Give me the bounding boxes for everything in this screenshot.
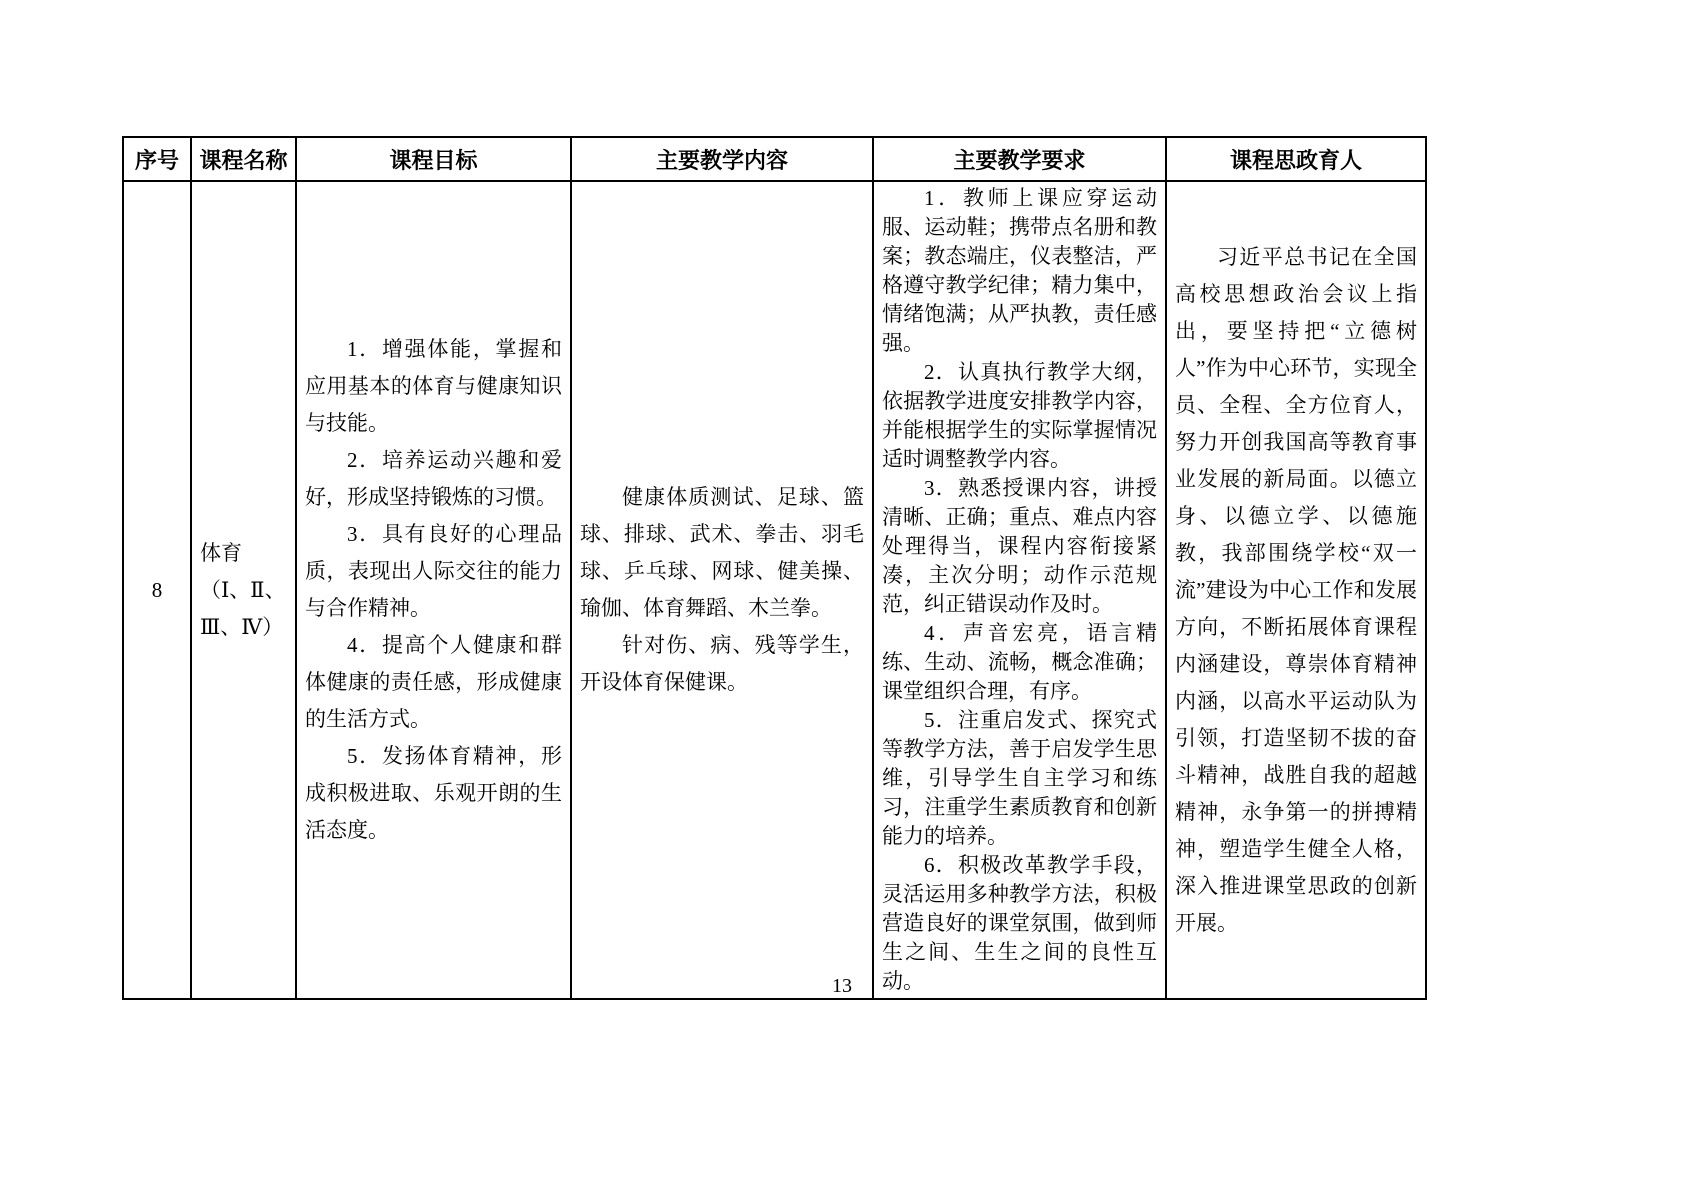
requirement-item: 3．熟悉授课内容，讲授清晰、正确；重点、难点内容处理得当，课程内容衔接紧凑，主次分明；动作示范规范，纠正错误动作及时。	[882, 476, 1157, 616]
objective-item: 3．具有良好的心理品质，表现出人际交往的能力与合作精神。	[305, 522, 562, 620]
ideology-paragraph: 习近平总书记在全国高校思想政治会议上指出，要坚持把“立德树人”作为中心环节，实现全员、全程、全方位育人，努力开创我国高等教育事业发展的新局面。以德立身、以德立学、以德施教，我部围绕学校“双一流”建设为中心工作和发展方向，不断拓展体育课程内涵建设，尊崇体育精神内涵，以高水平运动队为引领，打造坚韧不拔的奋斗精神，战胜自我的超越精神，永争第一的拼搏精神，塑造学生健全人格，深入推进课堂思政的创新开展。	[1175, 244, 1417, 935]
content-paragraph: 健康体质测试、足球、篮球、排球、武术、拳击、羽毛球、乒乓球、网球、健美操、瑜伽、体育舞蹈、木兰拳。	[580, 485, 864, 620]
requirement-item: 4．声音宏亮，语言精练、生动、流畅，概念准确；课堂组织合理，有序。	[882, 621, 1157, 703]
objective-item: 1．增强体能，掌握和应用基本的体育与健康知识与技能。	[305, 337, 562, 435]
cell-course-objectives	[296, 181, 571, 999]
header-teaching-requirements: 主要教学要求	[873, 137, 1166, 181]
header-ideology-education: 课程思政育人	[1166, 137, 1426, 181]
header-serial-number: 序号	[123, 137, 191, 181]
cell-course-name: 体育（Ⅰ、Ⅱ、Ⅲ、Ⅳ）	[191, 181, 296, 999]
requirement-item: 1．教师上课应穿运动服、运动鞋；携带点名册和教案；教态端庄，仪表整洁，严格遵守教学纪律；精力集中，情绪饱满；从严执教，责任感强。	[882, 186, 1157, 355]
objective-item: 5．发扬体育精神，形成积极进取、乐观开朗的生活态度。	[305, 744, 562, 842]
course-table	[122, 136, 1427, 1000]
cell-teaching-requirements	[873, 181, 1166, 999]
content-paragraph: 针对伤、病、残等学生，开设体育保健课。	[580, 633, 864, 694]
cell-serial-number: 8	[123, 181, 191, 999]
header-row	[123, 137, 1426, 181]
page-number: 13	[832, 975, 852, 997]
table-row	[123, 181, 1426, 999]
cell-ideology-education	[1166, 181, 1426, 999]
requirement-item: 2．认真执行教学大纲，依据教学进度安排教学内容，并能根据学生的实际掌握情况适时调整教学内容。	[882, 360, 1157, 471]
cell-teaching-content	[571, 181, 873, 999]
header-teaching-content: 主要教学内容	[571, 137, 873, 181]
requirement-item: 6．积极改革教学手段，灵活运用多种教学方法，积极营造良好的课堂氛围，做到师生之间、生生之间的良性互动。	[882, 853, 1157, 993]
header-course-objectives: 课程目标	[296, 137, 571, 181]
objective-item: 2．培养运动兴趣和爱好，形成坚持锻炼的习惯。	[305, 448, 562, 509]
requirement-item: 5．注重启发式、探究式等教学方法，善于启发学生思维，引导学生自主学习和练习，注重学生素质教育和创新能力的培养。	[882, 708, 1157, 848]
objective-item: 4．提高个人健康和群体健康的责任感，形成健康的生活方式。	[305, 633, 562, 731]
header-course-name: 课程名称	[191, 137, 296, 181]
